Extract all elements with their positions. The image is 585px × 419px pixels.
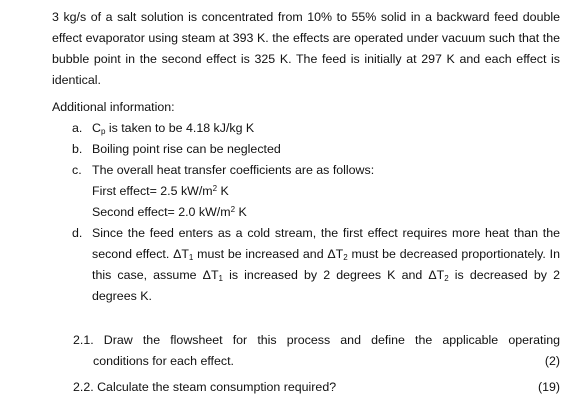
- list-marker: c.: [72, 163, 82, 177]
- list-marker: d.: [72, 226, 83, 240]
- list-marker: b.: [72, 142, 83, 156]
- list-item-text: Since the feed enters as a cold stream, the first effect requires more heat than the second effect. $\Delta T_1$ must be increased and $\Delta T_2$ must be decreased proportionately. In this case, assume $\Delta T_1$ is increased by 2 degrees K and $\Delta T_2$ is decreased by 2 degrees K.: [92, 226, 561, 303]
- question-marks: (2): [544, 354, 560, 368]
- question-marks: (19): [537, 380, 560, 394]
- first-effect-coefficient: First effect= 2.5 $kW/m^2$ K: [92, 184, 229, 198]
- problem-statement: 3 kg/s of a salt solution is concentrated from 10% to 55% solid in a backward feed double effect evaporator using steam at 393 K. the effects are operated under vacuum such that the bubble point in the second effect is 325 K. The feed is initially at 297 K and each effect is identical.: [52, 10, 560, 87]
- question-text-continued: conditions for each effect. (2): [73, 351, 560, 372]
- list-item-text: Boiling point rise can be neglected: [92, 142, 281, 156]
- list-marker: a.: [72, 121, 83, 135]
- additional-info-heading: Additional information:: [52, 100, 175, 114]
- question-text: 2.2. Calculate the steam consumption required?: [73, 380, 337, 394]
- list-item-text: $C_p$ is taken to be 4.18 kJ/kg K: [92, 121, 255, 136]
- question-text: 2.1. Draw the flowsheet for this process and define the applicable operating: [73, 333, 560, 347]
- second-effect-coefficient: Second effect= 2.0 $kW/m^2$ K: [92, 205, 247, 219]
- list-item-text: The overall heat transfer coefficients are as follows: First effect= 2.5 $kW/m^2$ K Second effect= 2.0 $kW/m^2$ K: [92, 160, 560, 223]
